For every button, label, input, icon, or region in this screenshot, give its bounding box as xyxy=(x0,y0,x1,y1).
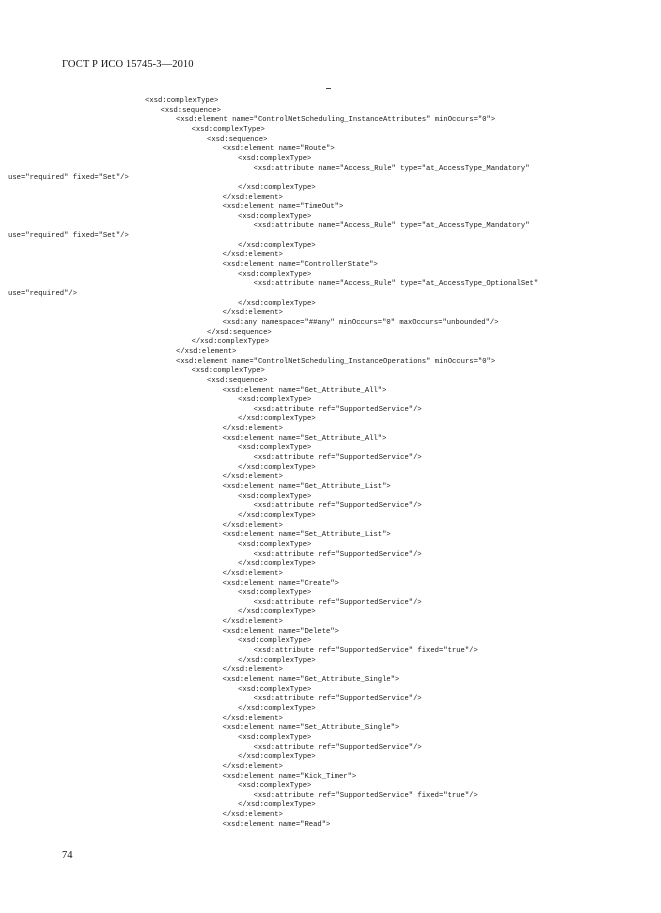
code-line: </xsd:complexType> xyxy=(238,801,316,810)
code-line: </xsd:element> xyxy=(222,309,283,318)
code-line: </xsd:complexType> xyxy=(238,183,316,192)
code-line: </xsd:complexType> xyxy=(238,511,316,520)
code-line: <xsd:attribute ref="SupportedService"/> xyxy=(253,743,422,752)
code-line: <xsd:attribute name="Access_Rule" type="at_AccessType_Mandatory" xyxy=(253,164,530,173)
code-line: <xsd:attribute ref="SupportedService"/> xyxy=(253,695,422,704)
code-line: </xsd:element> xyxy=(222,473,283,482)
code-line: <xsd:sequence> xyxy=(160,106,221,115)
document-header: ГОСТ Р ИСО 15745-3—2010 xyxy=(62,59,194,70)
code-line: <xsd:complexType> xyxy=(145,97,219,105)
code-line: <xsd:element name="ControllerState"> xyxy=(222,261,378,270)
page-mark xyxy=(326,88,331,89)
code-line: </xsd:complexType> xyxy=(238,241,316,250)
code-line: </xsd:element> xyxy=(222,714,283,723)
code-line: <xsd:attribute ref="SupportedService"/> xyxy=(253,598,422,607)
code-line: <xsd:complexType> xyxy=(238,444,312,453)
code-line: <xsd:attribute ref="SupportedService"/> xyxy=(253,550,422,559)
code-line: <xsd:element name="Kick_Timer"> xyxy=(222,772,357,781)
code-line: </xsd:complexType> xyxy=(238,415,316,424)
code-line: <xsd:attribute ref="SupportedService" fixed="true"/> xyxy=(253,791,478,800)
code-line: <xsd:complexType> xyxy=(238,396,312,405)
code-line: </xsd:complexType> xyxy=(238,299,316,308)
code-line: <xsd:any namespace="##any" minOccurs="0" maxOccurs="unbounded"/> xyxy=(222,318,499,327)
code-line: </xsd:element> xyxy=(222,762,283,771)
code-line: <xsd:attribute name="Access_Rule" type="at_AccessType_Mandatory" xyxy=(253,222,530,231)
code-line: </xsd:element> xyxy=(222,618,283,627)
code-line: <xsd:element name="Get_Attribute_List"> xyxy=(222,483,391,491)
code-line: <xsd:complexType> xyxy=(238,637,312,646)
code-line: <xsd:element name="ControlNetScheduling_InstanceOperations" minOccurs="0"> xyxy=(176,357,496,366)
code-line: <xsd:sequence> xyxy=(207,376,268,385)
code-line: <xsd:complexType> xyxy=(238,540,312,549)
code-line: <xsd:element name="ControlNetScheduling_InstanceAttributes" minOccurs="0"> xyxy=(176,116,496,125)
code-line: </xsd:complexType> xyxy=(238,608,316,617)
code-line: </xsd:complexType> xyxy=(238,656,316,665)
code-line: </xsd:element> xyxy=(176,347,237,356)
code-line: </xsd:sequence> xyxy=(207,328,272,337)
code-line: </xsd:element> xyxy=(222,425,283,434)
code-line: </xsd:element> xyxy=(222,666,283,675)
code-line: <xsd:complexType> xyxy=(238,212,312,221)
code-line: </xsd:complexType> xyxy=(238,753,316,762)
code-line: <xsd:complexType> xyxy=(238,589,312,598)
code-line: </xsd:element> xyxy=(222,193,283,202)
code-line: <xsd:complexType> xyxy=(191,367,265,376)
code-line: <xsd:complexType> xyxy=(238,154,312,163)
code-line: </xsd:element> xyxy=(222,569,283,578)
code-line: <xsd:complexType> xyxy=(238,270,312,279)
code-line: <xsd:element name="Set_Attribute_Single"> xyxy=(222,724,400,733)
code-line: </xsd:complexType> xyxy=(191,338,270,347)
code-line: use="required" fixed="Set"/> xyxy=(8,232,129,241)
code-line: <xsd:element name="Read"> xyxy=(222,820,331,829)
code-line: </xsd:element> xyxy=(222,521,283,530)
code-line: <xsd:attribute ref="SupportedService"/> xyxy=(253,502,422,511)
code-line: <xsd:element name="Get_Attribute_All"> xyxy=(222,386,387,395)
code-line: <xsd:sequence> xyxy=(207,135,268,144)
code-line: use="required" fixed="Set"/> xyxy=(8,174,129,183)
code-line: <xsd:attribute name="Access_Rule" type="at_AccessType_OptionalSet" xyxy=(253,280,539,289)
code-line: </xsd:complexType> xyxy=(238,560,316,569)
code-line: <xsd:complexType> xyxy=(238,733,312,742)
page-number: 74 xyxy=(62,850,73,861)
code-line: <xsd:element name="Set_Attribute_List"> xyxy=(222,531,391,540)
code-line: <xsd:complexType> xyxy=(238,492,312,501)
code-line: <xsd:attribute ref="SupportedService"/> xyxy=(253,405,422,414)
code-line: <xsd:complexType> xyxy=(191,125,265,134)
code-line: <xsd:element name="Get_Attribute_Single"> xyxy=(222,676,400,684)
code-line: <xsd:element name="Set_Attribute_All"> xyxy=(222,434,387,443)
code-line: <xsd:element name="Delete"> xyxy=(222,627,339,636)
code-line: <xsd:element name="TimeOut"> xyxy=(222,203,344,212)
code-line: <xsd:element name="Create"> xyxy=(222,579,339,588)
code-line: </xsd:complexType> xyxy=(238,704,316,713)
code-line: </xsd:complexType> xyxy=(238,463,316,472)
code-line: <xsd:complexType> xyxy=(238,685,312,694)
code-line: <xsd:element name="Route"> xyxy=(222,145,335,154)
code-line: </xsd:element> xyxy=(222,251,283,260)
code-line: <xsd:complexType> xyxy=(238,782,312,791)
code-line: <xsd:attribute ref="SupportedService" fixed="true"/> xyxy=(253,647,478,656)
code-line: <xsd:attribute ref="SupportedService"/> xyxy=(253,454,422,463)
code-line: use="required"/> xyxy=(8,290,78,298)
code-line: </xsd:element> xyxy=(222,811,283,820)
